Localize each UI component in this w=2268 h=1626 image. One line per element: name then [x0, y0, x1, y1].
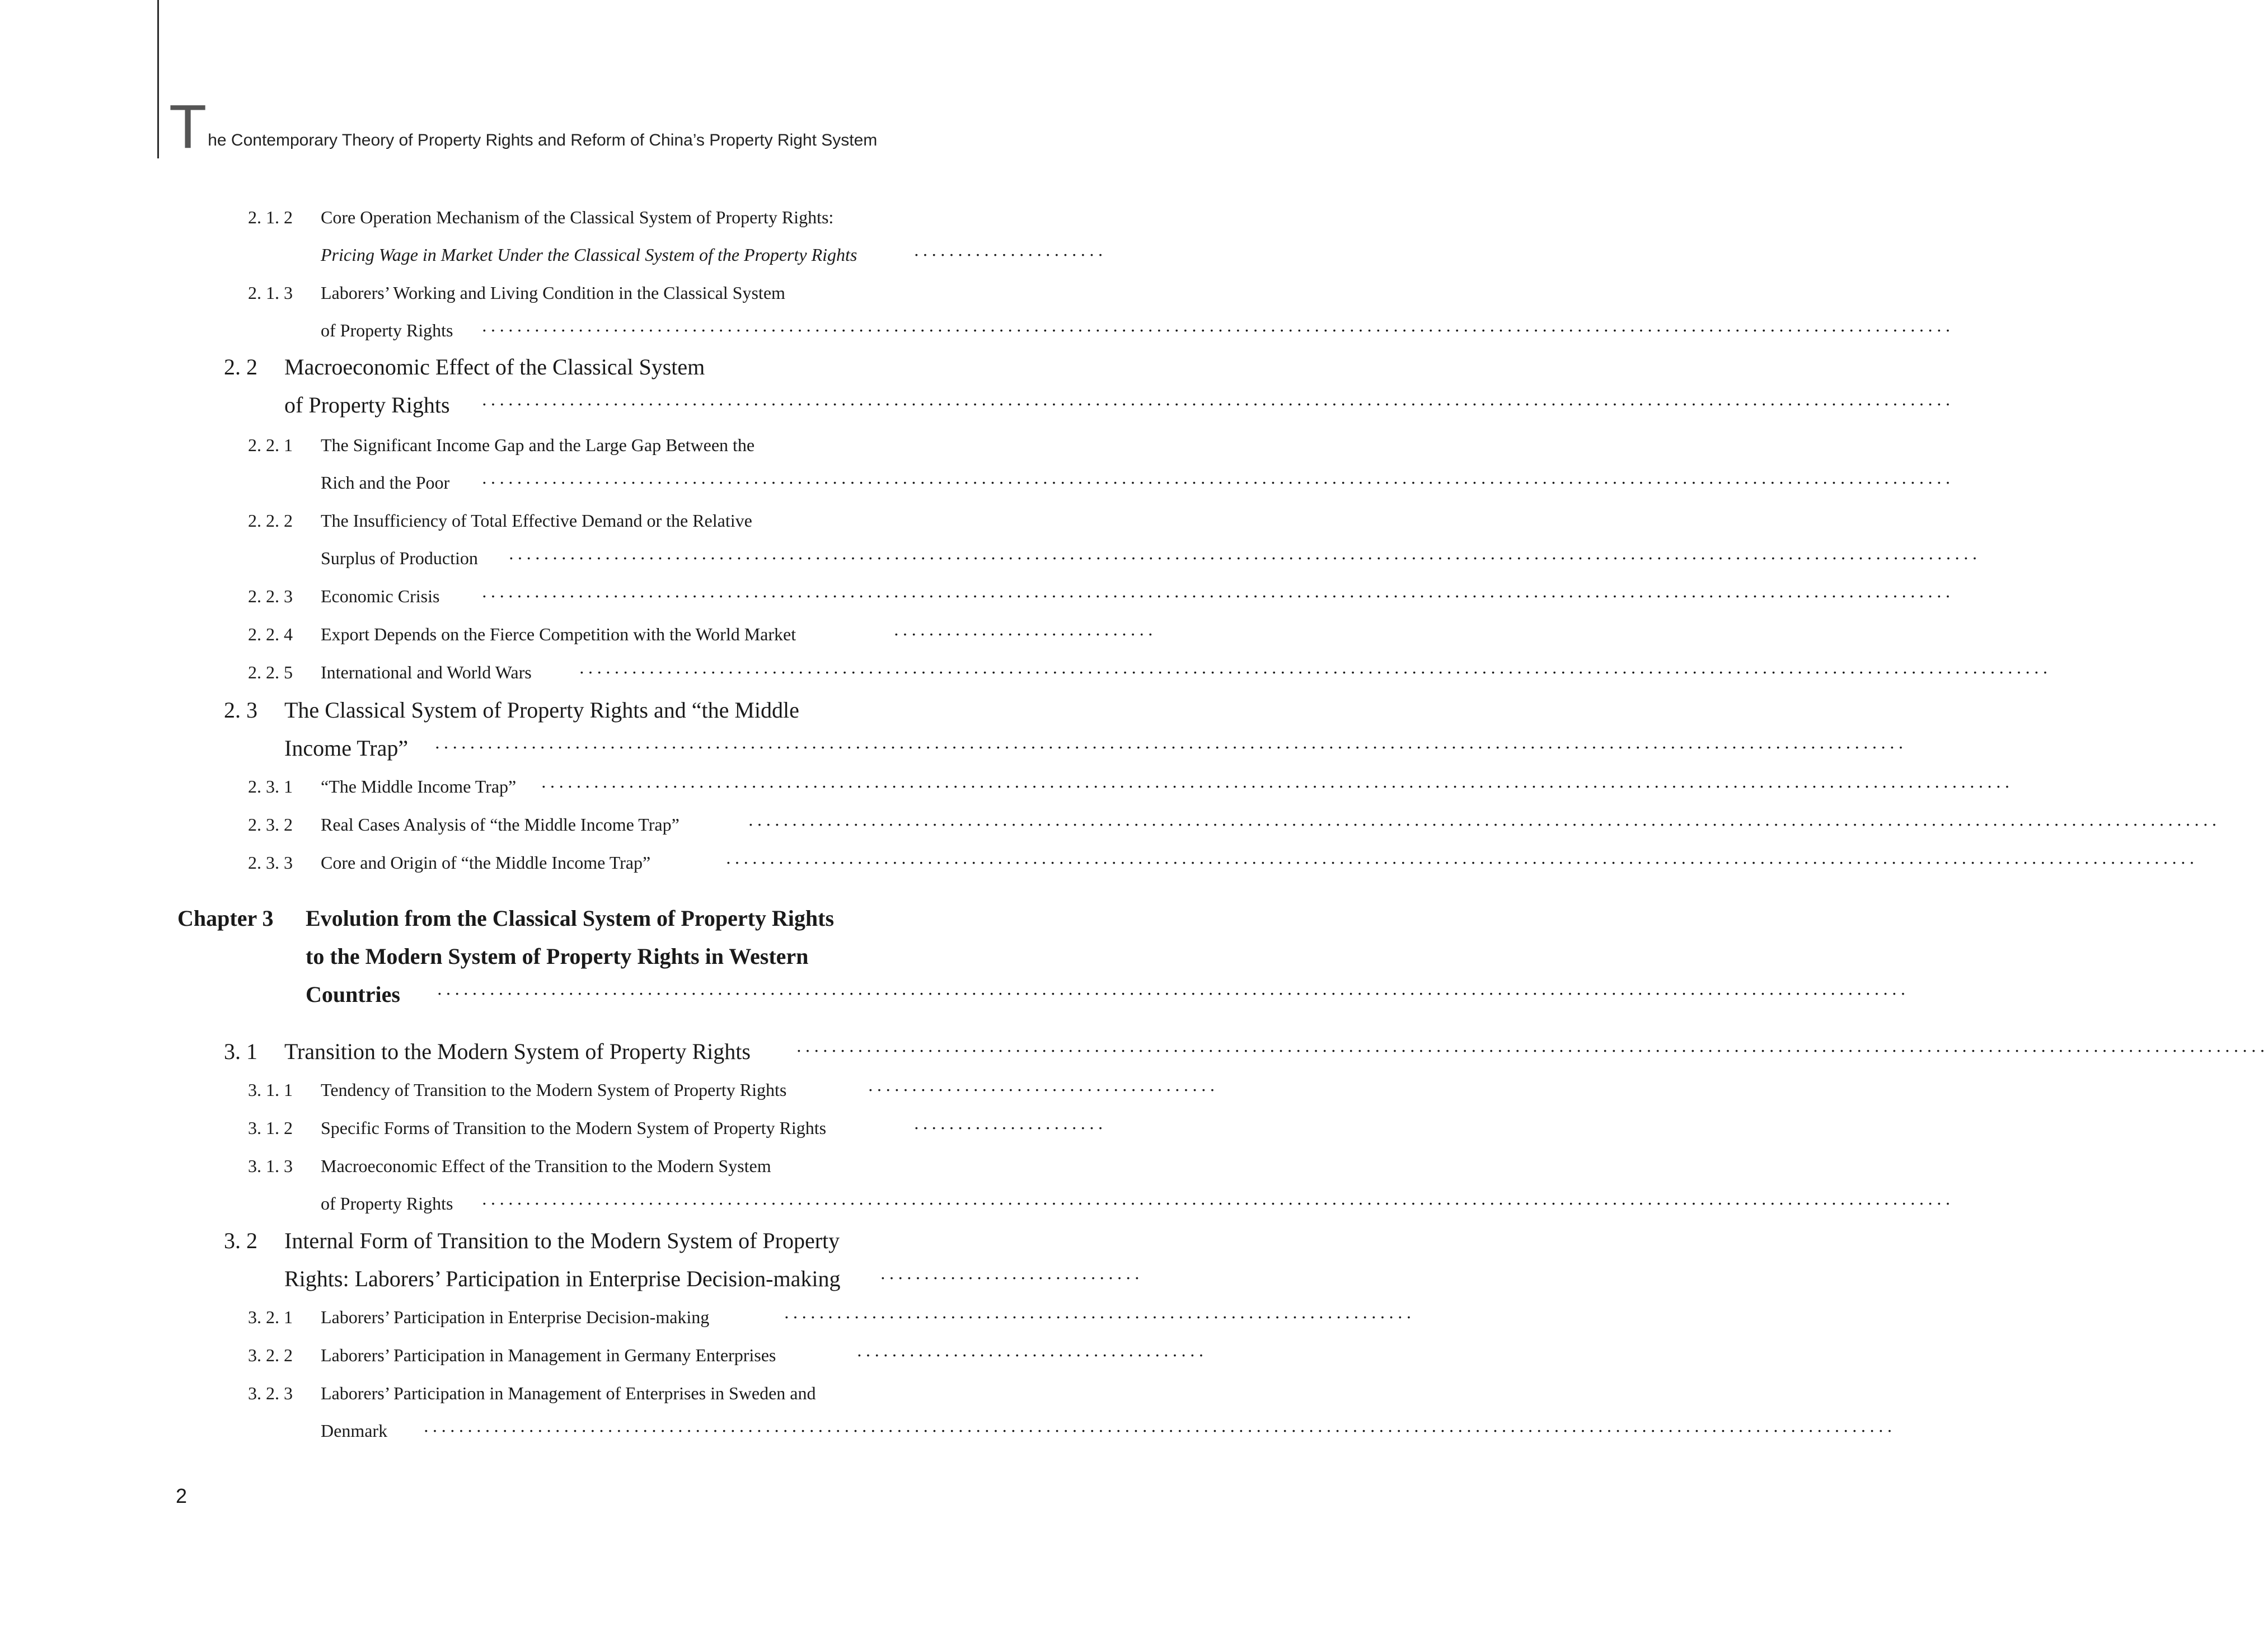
chapter-title-line: to the Modern System of Property Rights in Western: [306, 944, 809, 969]
toc-title-line: Real Cases Analysis of “the Middle Income Trap”: [321, 814, 680, 835]
toc-leader-dots: ········································································································································································: [748, 814, 2220, 835]
toc-leader-dots: ········································································································································································: [481, 586, 1954, 606]
toc-number: 3. 1. 3: [248, 1156, 293, 1176]
toc-number: 3. 1: [224, 1039, 257, 1064]
toc-leader-dots: ········································································································································································: [423, 1421, 1896, 1441]
toc-title-line: The Insufficiency of Total Effective Demand or the Relative: [321, 510, 752, 531]
toc-title-line: Rich and the Poor: [321, 472, 450, 493]
toc-leader-dots: ········································································································································································: [725, 852, 2198, 873]
toc-title-line: Core Operation Mechanism of the Classical System of Property Rights:: [321, 207, 834, 227]
toc-title-line: of Property Rights: [321, 1193, 453, 1213]
toc-number: 2. 2: [224, 354, 257, 379]
toc-title-line: of Property Rights: [284, 392, 450, 418]
toc-title-line: Pricing Wage in Market Under the Classical System of the Property Rights: [321, 245, 857, 265]
toc-number: 2. 3. 2: [248, 814, 293, 835]
toc-number: 2. 3. 1: [248, 776, 293, 796]
chapter-title-line: Evolution from the Classical System of Property Rights: [306, 906, 835, 931]
toc-number: 3. 2. 1: [248, 1307, 293, 1327]
toc-leader-dots: ········································································································································································: [508, 548, 1981, 568]
toc-leader-dots: ········································································································································································: [481, 472, 1954, 493]
toc-title-line: The Classical System of Property Rights and “the Middle: [284, 697, 799, 723]
running-head: [169, 92, 878, 161]
toc-leader-dots: ········································································································································································: [434, 737, 1907, 757]
toc-number: 3. 2: [224, 1228, 257, 1253]
toc-title-line: Export Depends on the Fierce Competition with the World Market: [321, 624, 796, 644]
toc-leader-dots: ········································································································································································: [541, 776, 2013, 796]
toc-number: 3. 2. 3: [248, 1383, 293, 1403]
toc-title-line: Laborers’ Working and Living Condition in the Classical System: [321, 283, 785, 303]
toc-number: 2. 3. 3: [248, 852, 293, 873]
header-vertical-rule: [157, 0, 159, 158]
toc-title-line: Macroeconomic Effect of the Classical System: [284, 354, 705, 379]
toc-title-line: Tendency of Transition to the Modern System of Property Rights: [321, 1080, 787, 1100]
toc-leader-dots: ········································································································································································: [481, 320, 1954, 340]
toc-leader-dots: ········································································································································································: [481, 1193, 1954, 1213]
toc-number: 2. 1. 3: [248, 283, 293, 303]
toc-leader-dots: ······················: [913, 1118, 1107, 1138]
toc-number: 2. 3: [224, 697, 257, 723]
toc-leader-dots: ······················: [913, 245, 1107, 265]
toc-leader-dots: ······························: [880, 1268, 1143, 1288]
toc-title-line: Economic Crisis: [321, 586, 440, 606]
toc-title-line: Surplus of Production: [321, 548, 478, 568]
toc-leader-dots: ······························: [893, 624, 1156, 644]
toc-number: 2. 2. 5: [248, 662, 293, 682]
page-number: 2: [176, 1484, 188, 1507]
toc-leader-dots: ········································································································································································: [437, 983, 1909, 1004]
toc-title-line: The Significant Income Gap and the Large Gap Between the: [321, 435, 755, 455]
toc-leader-dots: ········································································································································································: [481, 394, 1954, 414]
toc-title-line: International and World Wars: [321, 662, 532, 682]
toc-title-line: Core and Origin of “the Middle Income Trap”: [321, 852, 651, 873]
toc-title-line: Macroeconomic Effect of the Transition to the Modern System: [321, 1156, 771, 1176]
toc-title-line: Internal Form of Transition to the Modern System of Property: [284, 1228, 840, 1253]
toc-title-line: Laborers’ Participation in Enterprise Decision-making: [321, 1307, 710, 1327]
toc-title-line: Specific Forms of Transition to the Modern System of Property Rights: [321, 1118, 827, 1138]
toc-title-line: “The Middle Income Trap”: [321, 776, 517, 796]
chapter-title-line: Countries: [306, 982, 400, 1007]
toc-leader-dots: ········································: [856, 1345, 1207, 1365]
toc-leader-dots: ········································: [868, 1080, 1219, 1100]
toc-number: 3. 2. 2: [248, 1345, 293, 1365]
toc-leader-dots: ········································································: [784, 1307, 1415, 1327]
toc-title-line: Laborers’ Participation in Management in Germany Enterprises: [321, 1345, 776, 1365]
toc-number: 2. 1. 2: [248, 207, 293, 227]
toc-title-line: Income Trap”: [284, 735, 409, 761]
chapter-number: Chapter 3: [177, 906, 274, 931]
toc-number: 2. 2. 2: [248, 510, 293, 531]
toc-number: 2. 2. 1: [248, 435, 293, 455]
toc-title-line: Denmark: [321, 1421, 388, 1441]
toc-title-line: Laborers’ Participation in Management of Enterprises in Sweden and: [321, 1383, 816, 1403]
toc-title-line: of Property Rights: [321, 320, 453, 340]
toc-title-line: Rights: Laborers’ Participation in Enterprise Decision-making: [284, 1266, 841, 1291]
toc-title-line: Transition to the Modern System of Property Rights: [284, 1039, 751, 1064]
toc-number: 3. 1. 1: [248, 1080, 293, 1100]
toc-leader-dots: ········································································································································································: [796, 1041, 2268, 1061]
toc-number: 2. 2. 3: [248, 586, 293, 606]
running-head-initial: T: [169, 92, 207, 161]
toc-leader-dots: ········································································································································································: [579, 662, 2051, 682]
running-head-title: he Contemporary Theory of Property Rights and Reform of China’s Property Right System: [208, 131, 878, 149]
toc-number: 3. 1. 2: [248, 1118, 293, 1138]
toc-number: 2. 2. 4: [248, 624, 293, 644]
